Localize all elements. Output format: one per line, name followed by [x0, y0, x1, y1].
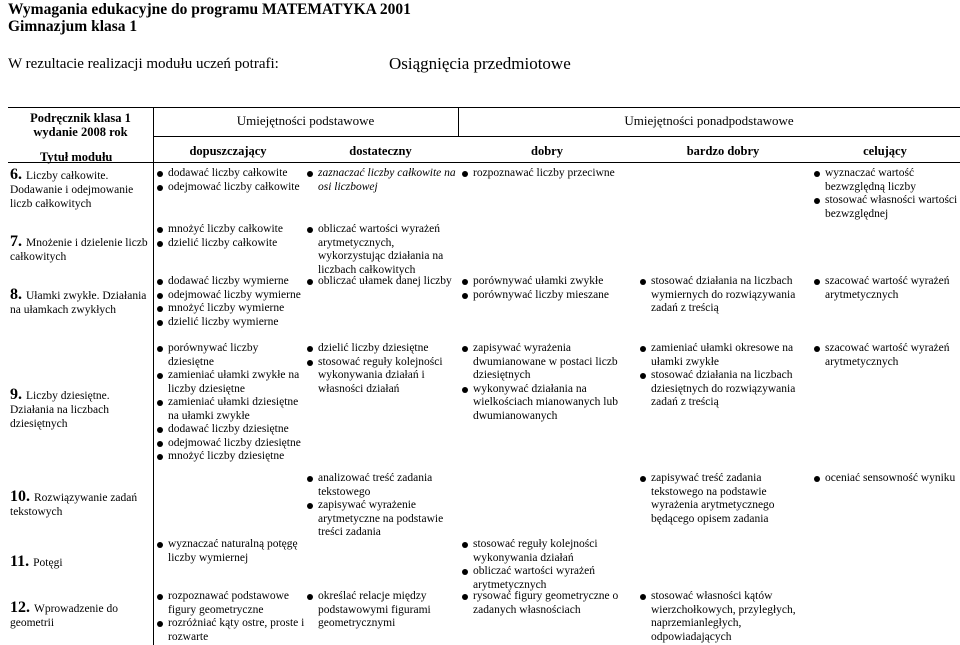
- module-12: [10, 601, 150, 630]
- r9-bardzo-dobry: [639, 342, 816, 410]
- r7-dopuszczajacy: [156, 223, 308, 250]
- list-item: mnożyć liczby dziesiętne: [168, 450, 303, 464]
- r6-celujacy: [813, 167, 960, 221]
- module-number: 11.: [10, 553, 30, 570]
- textbook-line-1: Podręcznik klasa 1: [30, 111, 131, 125]
- r12-dobry: [461, 590, 633, 617]
- r9-dobry: [461, 342, 645, 423]
- module-title: Wprowadzenie do geometrii: [10, 603, 118, 629]
- module-10: [10, 490, 150, 519]
- list-item: rysować figury geometryczne o zadanych własnościach: [473, 590, 633, 617]
- list-item: oceniać sensowność wyniku: [825, 472, 960, 486]
- list-item: wyznaczać naturalną potęgę liczby wymiernej: [168, 538, 308, 565]
- list-item: stosować własności wartości bezwzględnej: [825, 194, 960, 221]
- list-item: porównywać liczby mieszane: [473, 289, 645, 303]
- list-item: dodawać liczby całkowite: [168, 167, 308, 181]
- r12-bardzo-dobry: [639, 590, 809, 644]
- level-bardzo-dobry: bardzo dobry: [686, 144, 760, 158]
- table-top-border: [8, 107, 960, 108]
- r6-dopuszczajacy: [156, 167, 308, 194]
- list-item: zaznaczać liczby całkowite na osi liczbowej: [318, 167, 463, 194]
- module-title: Liczby całkowite. Dodawanie i odejmowanie liczb całkowitych: [10, 170, 134, 210]
- list-item: wykonywać działania na wielkościach mianowanych lub dwumianowanych: [473, 383, 645, 424]
- r8-dostateczny: [306, 275, 463, 289]
- list-item: porównywać liczby dziesiętne: [168, 342, 303, 369]
- r9-dopuszczajacy: [156, 342, 303, 464]
- list-item: dzielić liczby całkowite: [168, 237, 308, 251]
- list-item: stosować działania na liczbach wymiernych do rozwiązywania zadań z treścią: [651, 275, 816, 316]
- r11-dobry: [461, 538, 618, 592]
- module-title: Mnożenie i dzielenie liczb całkowitych: [10, 237, 148, 263]
- list-item: stosować własności kątów wierzchołkowych, przyległych, naprzemianległych, odpowiadających: [651, 590, 809, 644]
- module-title: Potęgi: [33, 557, 63, 569]
- subtitle: W rezultacie realizacji modułu uczeń potrafi:: [8, 56, 279, 72]
- document-title: [8, 1, 411, 35]
- list-item: rozróżniać kąty ostre, proste i rozwarte: [168, 617, 308, 644]
- module-11: [10, 555, 150, 570]
- level-dopuszczajacy: dopuszczający: [189, 144, 267, 158]
- r12-dostateczny: [306, 590, 458, 631]
- r7-dostateczny: [306, 223, 463, 277]
- module-number: 6.: [10, 166, 22, 183]
- title-line-1: Wymagania edukacyjne do programu MATEMATYKA 2001: [8, 1, 411, 18]
- list-item: szacować wartość wyrażeń arytmetycznych: [825, 342, 960, 369]
- list-item: odejmować liczby całkowite: [168, 181, 308, 195]
- list-item: zapisywać wyrażenie arytmetyczne na podstawie treści zadania: [318, 499, 458, 540]
- level-celujacy: celujący: [863, 144, 907, 158]
- list-item: zapisywać treść zadania tekstowego na podstawie wyrażenia arytmetycznego będącego opisem zadania: [651, 472, 811, 526]
- module-title: Liczby dziesiętne. Działania na liczbach dziesiętnych: [10, 390, 110, 430]
- list-item: zamieniać ułamki dziesiętne na ułamki zwykłe: [168, 396, 303, 423]
- list-item: dzielić liczby wymierne: [168, 316, 308, 330]
- list-item: dodawać liczby dziesiętne: [168, 423, 303, 437]
- advanced-skills-header: Umiejętności ponadpodstawowe: [624, 113, 794, 128]
- title-line-2: Gimnazjum klasa 1: [8, 18, 138, 35]
- list-item: mnożyć liczby całkowite: [168, 223, 308, 237]
- main-heading: Osiągnięcia przedmiotowe: [389, 54, 571, 73]
- list-item: odejmować liczby wymierne: [168, 289, 308, 303]
- module-number: 9.: [10, 386, 22, 403]
- list-item: szacować wartość wyrażeń arytmetycznych: [825, 275, 960, 302]
- list-item: obliczać wartości wyrażeń arytmetycznych: [473, 565, 618, 592]
- r9-celujacy: [813, 342, 960, 369]
- r10-dostateczny: [306, 472, 458, 540]
- list-item: wyznaczać wartość bezwzględną liczby: [825, 167, 960, 194]
- module-title-header: Tytuł modułu: [40, 150, 113, 164]
- module-title: Ułamki zwykłe. Działania na ułamkach zwykłych: [10, 290, 147, 316]
- level-dobry: dobry: [531, 144, 563, 158]
- list-item: mnożyć liczby wymierne: [168, 302, 308, 316]
- r11-dopuszczajacy: [156, 538, 308, 565]
- r6-dostateczny: [306, 167, 463, 194]
- module-number: 10.: [10, 488, 30, 505]
- textbook-header: [8, 111, 153, 139]
- list-item: obliczać wartości wyrażeń arytmetycznych, wykorzystując działania na liczbach całkowitych: [318, 223, 463, 277]
- list-item: stosować reguły kolejności wykonywania działań: [473, 538, 618, 565]
- level-dostateczny: dostateczny: [349, 144, 412, 158]
- r8-celujacy: [813, 275, 960, 302]
- list-item: obliczać ułamek danej liczby: [318, 275, 463, 289]
- basic-skills-header: Umiejętności podstawowe: [236, 113, 375, 128]
- list-item: rozpoznawać podstawowe figury geometryczne: [168, 590, 308, 617]
- list-item: zamieniać ułamki zwykłe na liczby dziesiętne: [168, 369, 303, 396]
- module-7: [10, 235, 150, 264]
- list-item: dzielić liczby dziesiętne: [318, 342, 463, 356]
- list-item: zapisywać wyrażenia dwumianowane w postaci liczb dziesiętnych: [473, 342, 645, 383]
- module-8: [10, 288, 150, 317]
- list-item: odejmować liczby dziesiętne: [168, 437, 303, 451]
- module-column-border: [153, 107, 154, 645]
- r8-dobry: [461, 275, 645, 302]
- module-number: 12.: [10, 599, 30, 616]
- list-item: zamieniać ułamki okresowe na ułamki zwykłe: [651, 342, 816, 369]
- list-item: stosować reguły kolejności wykonywania działań i własności działań: [318, 356, 463, 397]
- header-divider: [153, 136, 960, 137]
- list-item: stosować działania na liczbach dziesiętnych do rozwiązywania zadań z treścią: [651, 369, 816, 410]
- list-item: analizować treść zadania tekstowego: [318, 472, 458, 499]
- r12-dopuszczajacy: [156, 590, 308, 644]
- r10-celujacy: [813, 472, 960, 486]
- r9-dostateczny: [306, 342, 463, 396]
- module-number: 7.: [10, 233, 22, 250]
- module-6: [10, 168, 150, 211]
- textbook-line-2: wydanie 2008 rok: [33, 125, 128, 139]
- r8-dopuszczajacy: [156, 275, 308, 329]
- list-item: rozpoznawać liczby przeciwne: [473, 167, 645, 181]
- r6-dobry: [461, 167, 645, 181]
- module-9: [10, 388, 150, 431]
- r8-bardzo-dobry: [639, 275, 816, 316]
- list-item: określać relacje między podstawowymi figurami geometrycznymi: [318, 590, 458, 631]
- list-item: porównywać ułamki zwykłe: [473, 275, 645, 289]
- levels-divider: [8, 162, 960, 163]
- module-title: Rozwiązywanie zadań tekstowych: [10, 492, 138, 518]
- r10-bardzo-dobry: [639, 472, 811, 526]
- module-number: 8.: [10, 286, 22, 303]
- list-item: dodawać liczby wymierne: [168, 275, 308, 289]
